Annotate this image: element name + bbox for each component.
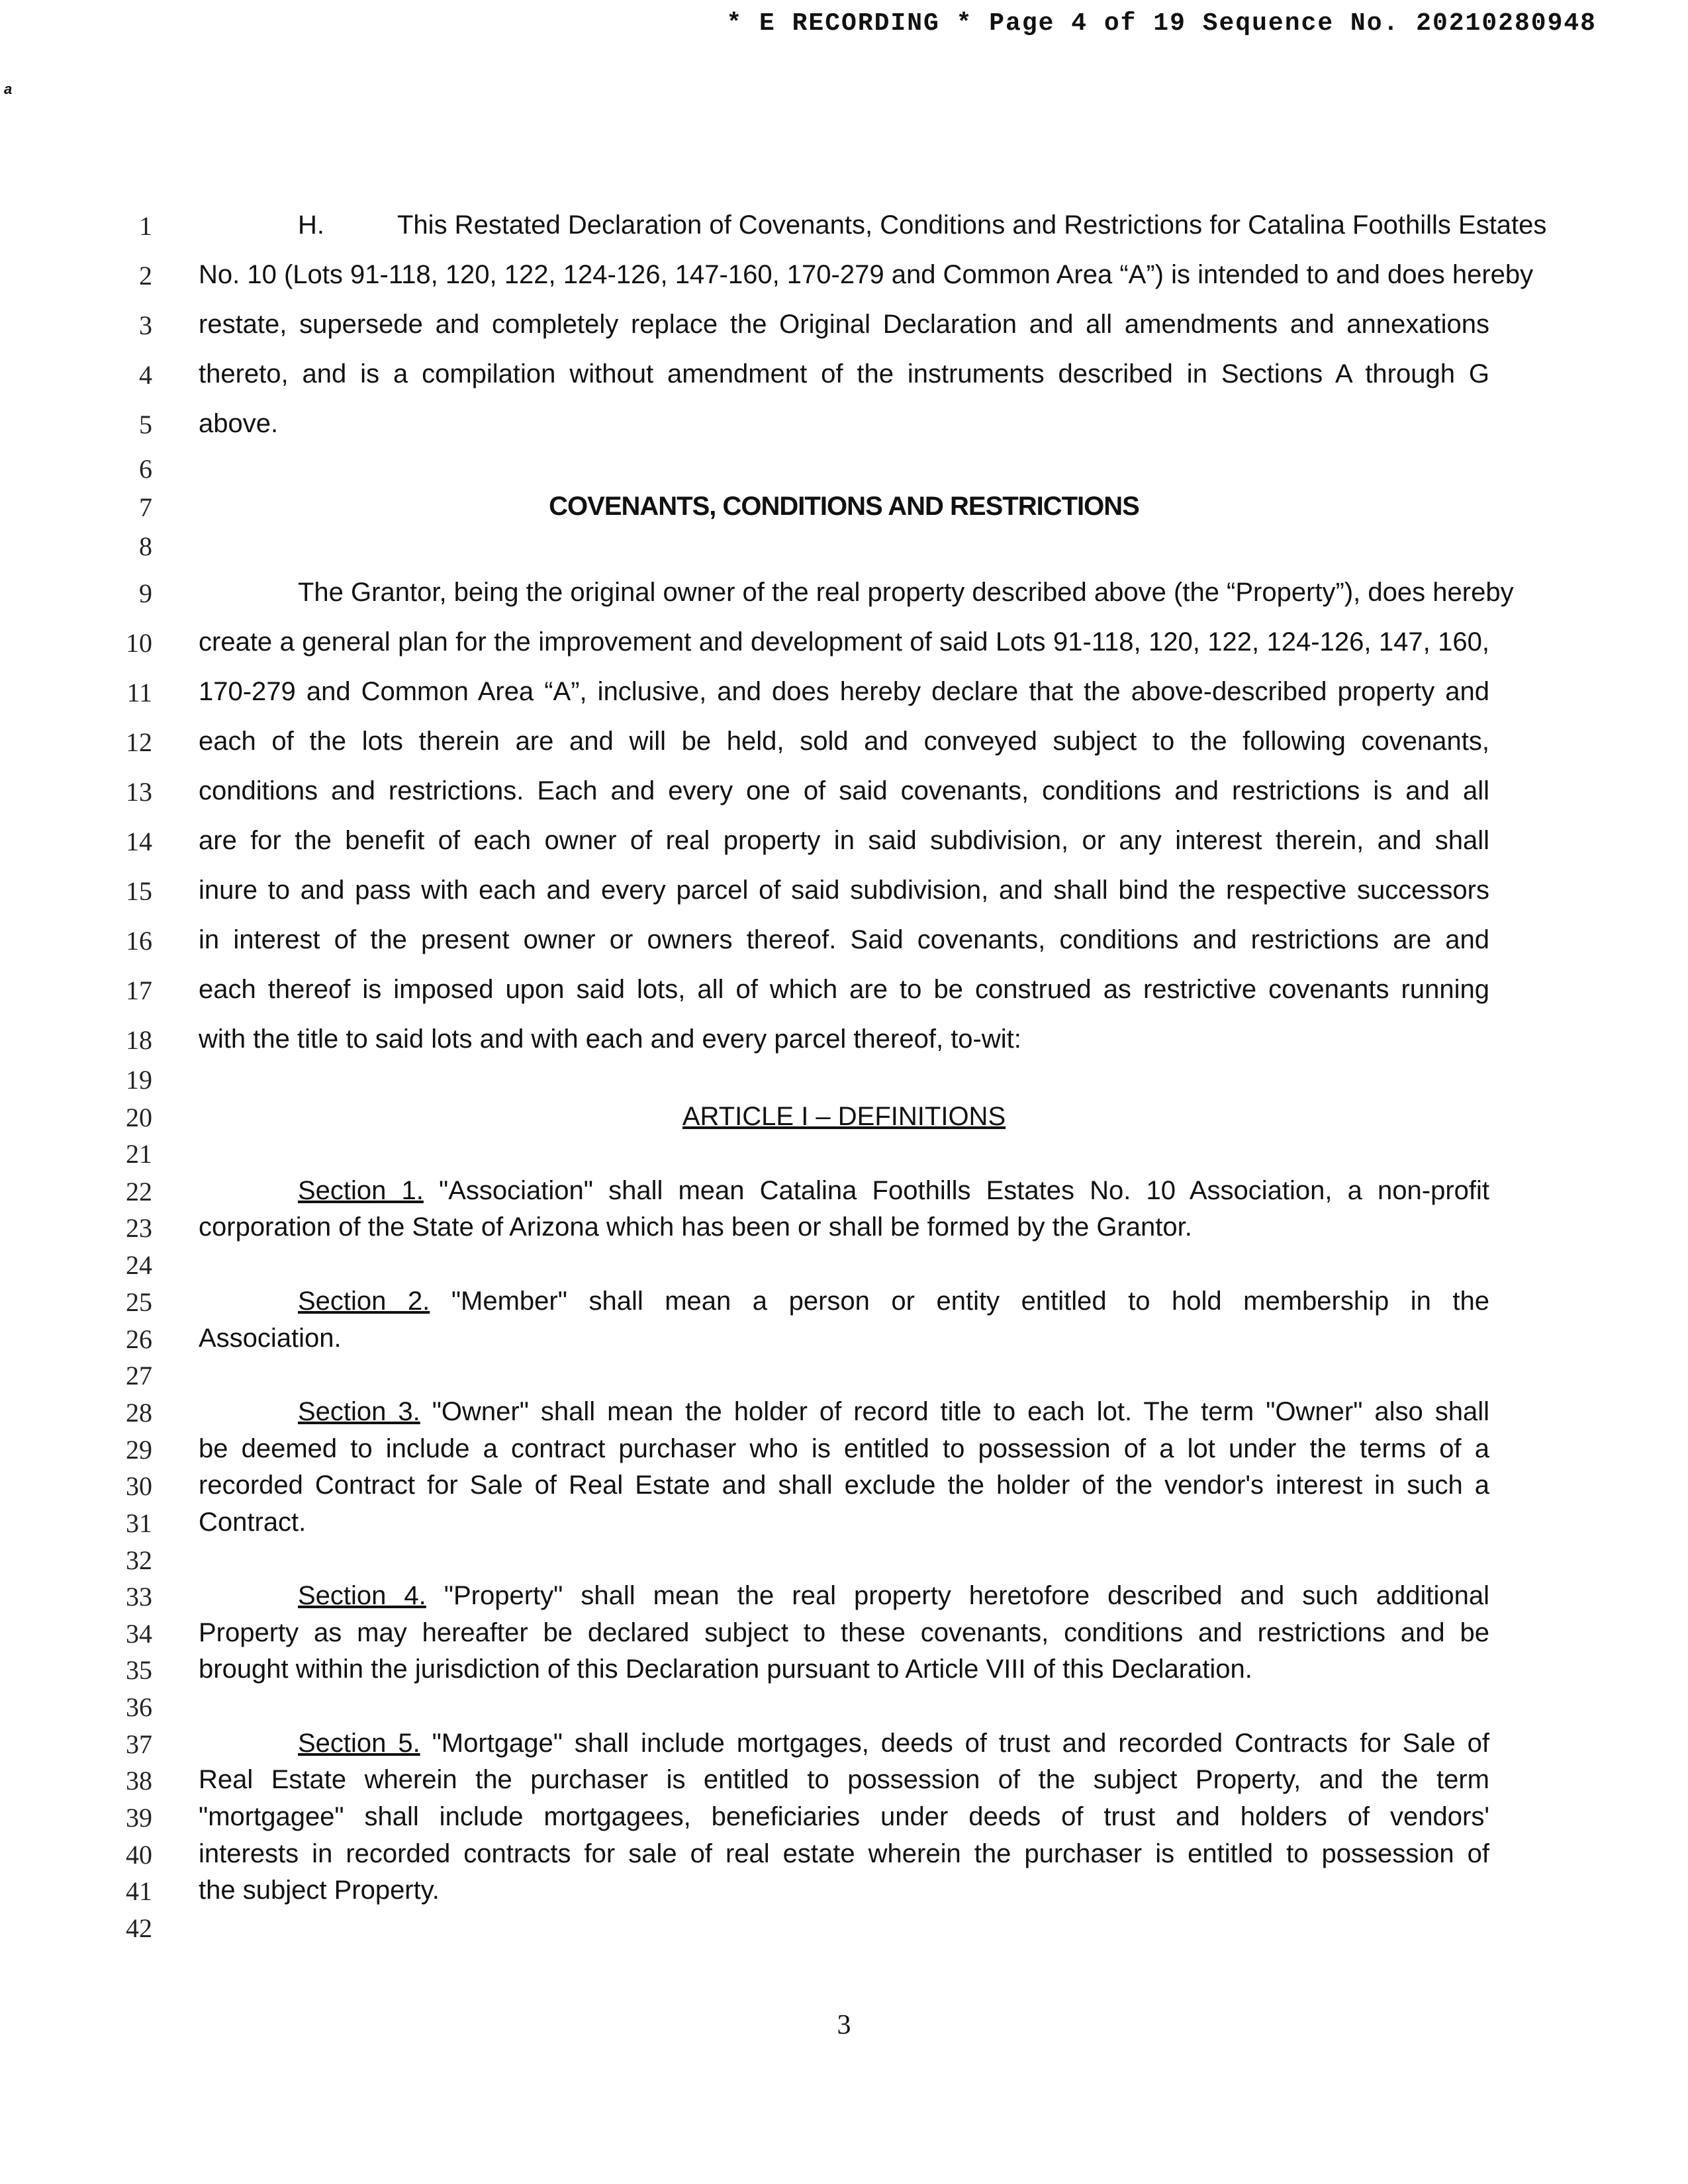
line-number: 5 <box>139 410 152 439</box>
line-number: 25 <box>126 1287 152 1317</box>
margin-mark: a <box>4 81 13 97</box>
paragraph-h-line: No. 10 (Lots 91-118, 120, 122, 124-126, 147-160, 170-279 and Common Area “A”) is intended to and does hereby <box>199 260 1534 289</box>
line-number: 31 <box>126 1508 152 1538</box>
line-number: 37 <box>126 1729 152 1759</box>
grantor-line: in interest of the present owner or owners thereof. Said covenants, conditions and restrictions are and <box>199 925 1489 954</box>
line-number: 1 <box>139 211 152 241</box>
section-3-line: Section 3. "Owner" shall mean the holder of record title to each lot. The term "Owner" also shall <box>298 1397 1490 1426</box>
section-3-label: Section 3. <box>298 1397 420 1426</box>
line-number: 4 <box>139 360 152 390</box>
line-number: 12 <box>126 727 152 757</box>
line-number: 36 <box>126 1692 152 1722</box>
section-2-line: Section 2. "Member" shall mean a person or entity entitled to hold membership in the <box>298 1287 1489 1316</box>
line-number: 8 <box>139 531 152 561</box>
section-3-line: recorded Contract for Sale of Real Estate and shall exclude the holder of the vendor's interest in such a <box>199 1471 1489 1500</box>
line-number: 24 <box>126 1250 152 1280</box>
grantor-line: with the title to said lots and with each and every parcel thereof, to-wit: <box>199 1024 1021 1054</box>
line-number: 7 <box>139 492 152 522</box>
line-number: 38 <box>126 1766 152 1796</box>
line-number: 32 <box>126 1545 152 1575</box>
article-heading-text: ARTICLE I – DEFINITIONS <box>682 1102 1006 1131</box>
paragraph-h-label: H. <box>298 210 324 240</box>
grantor-line: each of the lots therein are and will be held, sold and conveyed subject to the following covenants, <box>199 727 1489 756</box>
section-4-label: Section 4. <box>298 1581 426 1610</box>
grantor-line: conditions and restrictions. Each and every one of said covenants, conditions and restrictions is and all <box>199 776 1489 805</box>
line-number: 19 <box>126 1065 152 1095</box>
line-number: 9 <box>139 578 152 608</box>
line-number: 28 <box>126 1398 152 1428</box>
line-number: 29 <box>126 1435 152 1465</box>
line-number: 42 <box>126 1913 152 1943</box>
line-number: 18 <box>126 1025 152 1055</box>
line-number: 6 <box>139 454 152 484</box>
line-number: 30 <box>126 1471 152 1501</box>
paragraph-h-line: restate, supersede and completely replace the Original Declaration and all amendments and annexations <box>199 310 1489 339</box>
section-2-line: Association. <box>199 1324 342 1353</box>
section-1-line: Section 1. "Association" shall mean Catalina Foothills Estates No. 10 Association, a non-profit <box>298 1176 1490 1205</box>
line-number: 20 <box>126 1103 152 1132</box>
line-number: 22 <box>126 1177 152 1206</box>
line-number: 35 <box>126 1655 152 1685</box>
line-number: 40 <box>126 1840 152 1870</box>
line-number: 33 <box>126 1582 152 1612</box>
section-1-label: Section 1. <box>298 1176 424 1205</box>
grantor-line: are for the benefit of each owner of real property in said subdivision, or any interest therein, and shall <box>199 826 1489 855</box>
section-1-line: corporation of the State of Arizona which has been or shall be formed by the Grantor. <box>199 1212 1192 1242</box>
grantor-line: create a general plan for the improvement and development of said Lots 91-118, 120, 122, 124-126, 147, 160, <box>199 627 1489 657</box>
line-number: 11 <box>126 678 152 707</box>
section-5-line: Real Estate wherein the purchaser is entitled to possession of the subject Property, and the term <box>199 1765 1489 1794</box>
section-4-line: Property as may hereafter be declared subject to these covenants, conditions and restrictions and be <box>199 1618 1489 1647</box>
line-number: 34 <box>126 1619 152 1649</box>
grantor-line: The Grantor, being the original owner of the real property described above (the “Property”), does hereby <box>298 578 1514 607</box>
line-number: 15 <box>126 876 152 906</box>
line-number: 39 <box>126 1803 152 1833</box>
section-5-line: interests in recorded contracts for sale of real estate wherein the purchaser is entitled to possession of <box>199 1839 1489 1868</box>
line-number-column <box>0 0 152 2184</box>
grantor-line: each thereof is imposed upon said lots, all of which are to be construed as restrictive covenants running <box>199 975 1489 1004</box>
recording-header: * E RECORDING * Page 4 of 19 Sequence No. 20210280948 <box>726 9 1597 38</box>
section-2-label: Section 2. <box>298 1287 430 1316</box>
line-number: 13 <box>126 777 152 807</box>
line-number: 2 <box>139 261 152 291</box>
paragraph-h-line: above. <box>199 409 279 438</box>
grantor-line: inure to and pass with each and every parcel of said subdivision, and shall bind the respective successors <box>199 876 1489 905</box>
paragraph-h-line: H. This Restated Declaration of Covenants, Conditions and Restrictions for Catalina Foothills Estates <box>298 210 1547 240</box>
section-5-line: Section 5. "Mortgage" shall include mortgages, deeds of trust and recorded Contracts for Sale of <box>298 1729 1489 1758</box>
line-number: 16 <box>126 926 152 956</box>
section-4-line: Section 4. "Property" shall mean the real property heretofore described and such additional <box>298 1581 1489 1610</box>
line-number: 3 <box>139 310 152 340</box>
ccr-heading: COVENANTS, CONDITIONS AND RESTRICTIONS <box>549 492 1139 521</box>
grantor-line: 170-279 and Common Area “A”, inclusive, and does hereby declare that the above-described property and <box>199 677 1489 706</box>
section-4-line: brought within the jurisdiction of this Declaration pursuant to Article VIII of this Declaration. <box>199 1655 1252 1684</box>
article-heading <box>199 1102 1489 1132</box>
paragraph-h-line: thereto, and is a compilation without amendment of the instruments described in Sections A through G <box>199 359 1489 388</box>
section-3-line: be deemed to include a contract purchaser who is entitled to possession of a lot under the terms of a <box>199 1434 1489 1463</box>
section-5-label: Section 5. <box>298 1729 420 1758</box>
line-number: 10 <box>126 628 152 658</box>
line-number: 23 <box>126 1213 152 1243</box>
section-5-line: "mortgagee" shall include mortgagees, beneficiaries under deeds of trust and holders of vendors' <box>199 1802 1489 1831</box>
section-3-line: Contract. <box>199 1508 306 1537</box>
line-number: 21 <box>126 1139 152 1169</box>
line-number: 26 <box>126 1324 152 1354</box>
line-number: 27 <box>126 1361 152 1390</box>
line-number: 17 <box>126 976 152 1005</box>
line-number: 41 <box>126 1876 152 1906</box>
line-number: 14 <box>126 827 152 856</box>
page-number: 3 <box>837 2010 851 2040</box>
section-5-line: the subject Property. <box>199 1876 440 1905</box>
